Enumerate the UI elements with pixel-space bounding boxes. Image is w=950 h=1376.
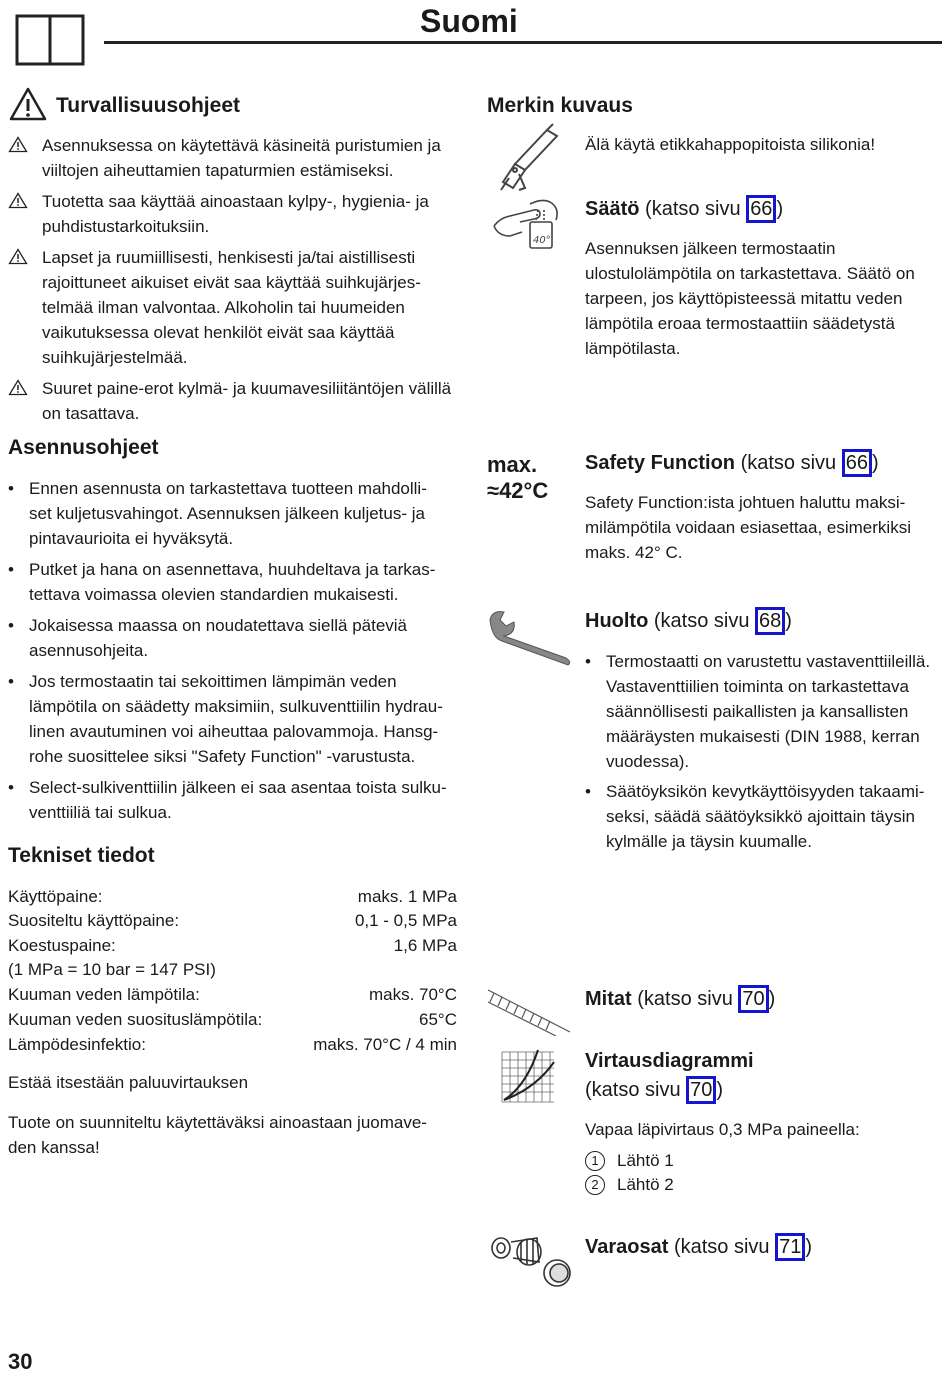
book-icon <box>14 10 86 68</box>
spares-page-link[interactable]: 71 <box>775 1233 805 1261</box>
spec-row: Kuuman veden suosituslämpötila: 65°C <box>8 1010 457 1029</box>
safety-item: Asennuksessa on käytettävä käsineitä puristumien ja viiltojen aiheuttamien tapaturmien estämiseksi. <box>8 133 463 183</box>
outlet-number-badge: 1 <box>585 1151 605 1171</box>
safety-item: Lapset ja ruumiillisesti, henkisesti ja/tai aistillisesti rajoittuneet aikuiset eivät saa käyttää suihkujärjes-telmää ilman valvontaa. Alkoholin tai huumeiden vaikutuksessa olevat henkilöt eivät saa käyttää suihkujärjestelmää. <box>8 245 463 370</box>
flow-page-link[interactable]: 70 <box>686 1076 716 1104</box>
tech-title: Tekniset tiedot <box>8 844 155 867</box>
warning-small-icon <box>8 189 42 239</box>
safety-title: Turvallisuusohjeet <box>56 94 240 117</box>
install-item: • Jos termostaatin tai sekoittimen lämpimän veden lämpötila on säädetty maksimiin, sulkuventtiilin hydrau-linen avautuminen voi aiheuttaa palovammoja. Hansg-rohe suosittelee siksi "Safety Function" -varustusta. <box>8 672 443 766</box>
symbols-title: Merkin kuvaus <box>487 94 633 117</box>
page-number: 30 <box>8 1349 33 1374</box>
flow-title: Virtausdiagrammi <box>585 1050 754 1072</box>
service-heading: Huolto (katso sivu 68 ) <box>585 607 792 635</box>
service-item: • Säätöyksikön kevytkäyttöisyyden takaami-seksi, säädä säätöyksikkö ajoittain täysin kylmälle ja täysin kuumalle. <box>585 782 925 851</box>
spec-row: Lämpödesinfektio: maks. 70°C / 4 min <box>8 1035 457 1054</box>
spare-parts-icon <box>489 1228 573 1288</box>
warning-small-icon <box>8 376 42 426</box>
spec-row: Suositeltu käyttöpaine: 0,1 - 0,5 MPa <box>8 911 457 930</box>
wrench-icon <box>486 608 578 666</box>
flow-text: Vapaa läpivirtaus 0,3 MPa paineella: <box>585 1120 860 1139</box>
safety-function-page-link[interactable]: 66 <box>842 449 872 477</box>
outlet-number-badge: 2 <box>585 1175 605 1195</box>
ruler-icon <box>486 984 572 1036</box>
thermometer-hand-icon <box>490 196 566 254</box>
spares-title: Varaosat <box>585 1236 669 1258</box>
spec-row: (1 MPa = 10 bar = 147 PSI) <box>8 960 216 979</box>
safety-item: Suuret paine-erot kylmä- ja kuumavesiliitäntöjen välillä on tasattava. <box>8 376 463 426</box>
dimensions-title: Mitat <box>585 988 632 1010</box>
service-item: • Termostaatti on varustettu vastaventtiileillä. Vastaventtiilien toiminta on tarkastettava säännöllisesti paikallisten ja kansallisten määräysten mukaisesti (DIN 1988, kerran vuodessa). <box>585 652 931 771</box>
flow-heading: Virtausdiagrammi (katso sivu 70 ) <box>585 1047 754 1105</box>
tech-note: Tuote on suunniteltu käytettäväksi ainoastaan juomave-den kanssa! <box>8 1113 427 1157</box>
silicone-text: Älä käytä etikkahappopitoista silikonia! <box>585 135 876 154</box>
adjust-heading: Säätö (katso sivu 66 ) <box>585 195 783 223</box>
svg-text:40°: 40° <box>533 235 551 246</box>
warning-icon <box>8 86 48 122</box>
outlet-item: 2 Lähtö 2 <box>585 1172 674 1197</box>
page-title: Suomi <box>420 3 518 39</box>
adjust-text: Asennuksen jälkeen termostaatin ulostulolämpötila on tarkastettava. Säätö on tarpeen, jos käyttöpisteessä mitattu veden lämpötila eroaa termostaattiin säädetystä lämpötilasta. <box>585 239 915 358</box>
tech-note: Estää itsestään paluuvirtauksen <box>8 1073 249 1092</box>
spec-row: Kuuman veden lämpötila: maks. 70°C <box>8 985 457 1004</box>
spec-row: Käyttöpaine: maks. 1 MPa <box>8 887 457 906</box>
safety-item: Tuotetta saa käyttää ainoastaan kylpy-, hygienia- ja puhdistustarkoituksiin. <box>8 189 463 239</box>
spec-row: Koestuspaine: 1,6 MPa <box>8 936 457 955</box>
install-item: • Ennen asennusta on tarkastettava tuotteen mahdolli-set kuljetusvahingot. Asennuksen jälkeen kuljetus- ja pintavaurioita ei hyväksytä. <box>8 479 427 548</box>
adjust-title: Säätö <box>585 198 640 220</box>
install-item: • Putket ja hana on asennettava, huuhdeltava ja tarkas-tettava voimassa olevien standardien mukaisesti. <box>8 560 436 604</box>
warning-small-icon <box>8 133 42 183</box>
install-item: • Select-sulkiventtiilin jälkeen ei saa asentaa toista sulku-venttiiliä tai sulkua. <box>8 778 447 822</box>
header-rule <box>104 41 942 44</box>
silicone-gun-icon <box>495 122 565 192</box>
spares-heading: Varaosat (katso sivu 71 ) <box>585 1233 812 1261</box>
adjust-page-link[interactable]: 66 <box>746 195 776 223</box>
max-temp-icon: max. ≈42°C <box>487 452 549 503</box>
dimensions-heading: Mitat (katso sivu 70 ) <box>585 985 775 1013</box>
safety-function-title: Safety Function <box>585 452 736 474</box>
dimensions-page-link[interactable]: 70 <box>738 985 768 1013</box>
flow-diagram-icon <box>496 1046 558 1104</box>
outlet-item: 1 Lähtö 1 <box>585 1148 674 1173</box>
safety-function-text: Safety Function:ista johtuen haluttu maksi-milämpötila voidaan esiasettaa, esimerkiksi maks. 42° C. <box>585 493 911 562</box>
service-page-link[interactable]: 68 <box>755 607 785 635</box>
install-title: Asennusohjeet <box>8 436 159 459</box>
safety-function-heading: Safety Function (katso sivu 66 ) <box>585 449 879 477</box>
install-item: • Jokaisessa maassa on noudatettava siellä päteviä asennusohjeita. <box>8 616 408 660</box>
service-title: Huolto <box>585 610 649 632</box>
warning-small-icon <box>8 245 42 370</box>
